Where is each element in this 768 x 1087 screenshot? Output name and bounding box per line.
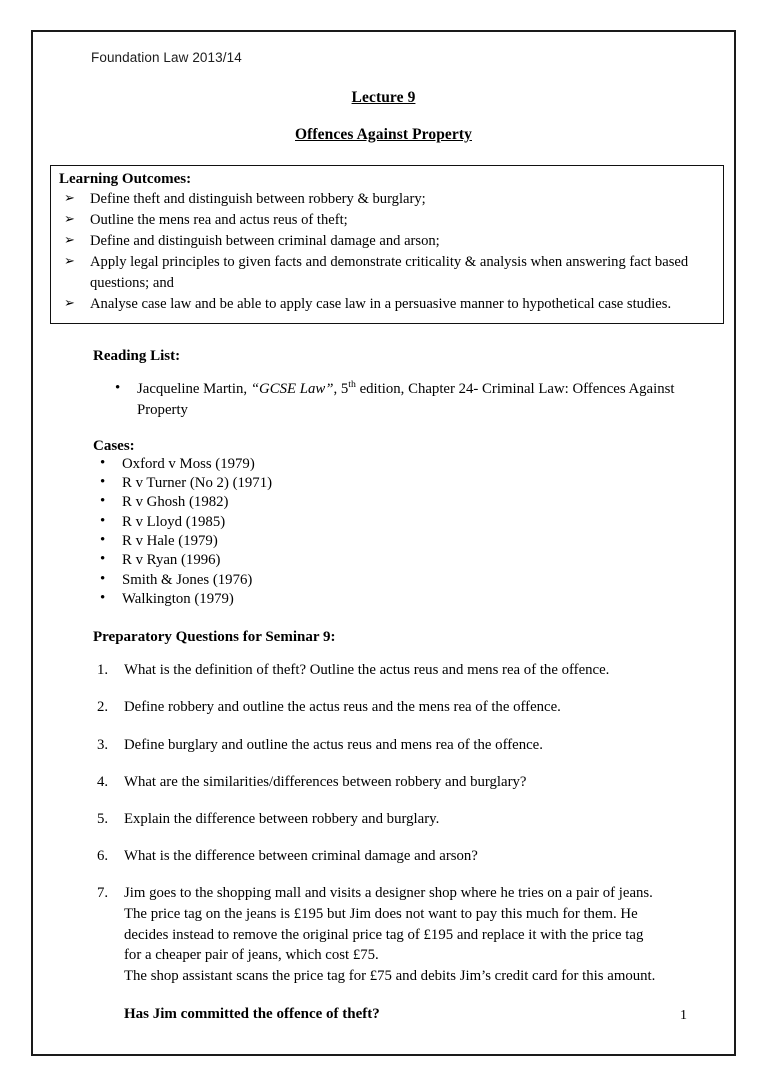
question-number: 6. <box>97 848 109 865</box>
reading-entry-edition-rest: edition, Chapter 24- Criminal Law: Offences Against Property <box>137 381 675 418</box>
case-citation: R v Ghosh (1982) <box>122 494 229 511</box>
running-header: Foundation Law 2013/14 <box>91 50 242 65</box>
cases-list <box>93 455 716 609</box>
list-item <box>93 846 714 867</box>
title-block <box>51 89 716 144</box>
topic-title: Offences Against Property <box>295 126 472 143</box>
learning-outcomes-box <box>50 165 724 324</box>
list-item <box>93 571 716 590</box>
case-citation: R v Turner (No 2) (1971) <box>122 475 273 492</box>
question-number: 2. <box>97 699 109 716</box>
question-text: Define burglary and outline the actus reus and mens rea of the offence. <box>124 736 543 753</box>
dot-bullet-icon: • <box>100 551 106 568</box>
list-item <box>93 660 714 681</box>
list-item <box>59 252 715 294</box>
dot-bullet-icon: • <box>100 589 106 606</box>
case-citation: Oxford v Moss (1979) <box>122 455 255 472</box>
reading-list <box>93 379 716 421</box>
dot-bullet-icon: • <box>100 474 106 491</box>
list-item <box>59 189 715 210</box>
arrow-bullet-icon: ➢ <box>64 190 75 205</box>
dot-bullet-icon: • <box>100 531 106 548</box>
lecture-title: Lecture 9 <box>351 89 416 106</box>
dot-bullet-icon: • <box>100 570 106 587</box>
preparatory-questions-list <box>93 660 716 1025</box>
case-citation: R v Ryan (1996) <box>122 552 221 569</box>
reading-entry-author: Jacqueline Martin <box>137 381 244 397</box>
case-citation: R v Hale (1979) <box>122 532 218 549</box>
question-number: 3. <box>97 736 109 753</box>
learning-outcome-text: Apply legal principles to given facts and demonstrate criticality & analysis when answering fact based questions; and <box>90 254 689 291</box>
list-item <box>59 210 715 231</box>
list-item <box>93 455 716 474</box>
question-text: Explain the difference between robbery and burglary. <box>124 810 440 827</box>
question-text: What are the similarities/differences between robbery and burglary? <box>124 773 527 790</box>
list-item <box>93 883 714 1025</box>
question-number: 5. <box>97 810 109 827</box>
case-citation: R v Lloyd (1985) <box>122 513 226 530</box>
learning-outcome-text: Define theft and distinguish between robbery & burglary; <box>90 191 426 207</box>
document-body <box>93 348 716 1025</box>
learning-outcome-text: Define and distinguish between criminal damage and arson; <box>90 233 440 249</box>
learning-outcomes-heading: Learning Outcomes: <box>59 171 192 187</box>
arrow-bullet-icon: ➢ <box>64 295 75 310</box>
question-text: for a cheaper pair of jeans, which cost £75. <box>124 947 379 964</box>
reading-entry-sep1: , <box>243 381 251 397</box>
question-text: What is the difference between criminal damage and arson? <box>124 848 478 865</box>
case-citation: Walkington (1979) <box>122 590 234 607</box>
list-item <box>93 590 716 609</box>
question-text: Jim goes to the shopping mall and visits a designer shop where he tries on a pair of jeans. <box>124 885 653 902</box>
question-text: decides instead to remove the original price tag of £195 and replace it with the price tag <box>124 926 644 943</box>
learning-outcomes-list <box>59 189 715 315</box>
case-citation: Smith & Jones (1976) <box>122 571 253 588</box>
dot-bullet-icon: • <box>100 493 106 510</box>
reading-entry-edition-number: 5 <box>340 381 349 397</box>
dot-bullet-icon: • <box>100 512 106 529</box>
list-item <box>93 379 697 421</box>
reading-entry-edition-suffix: th <box>348 379 356 391</box>
question-text: What is the definition of theft? Outline the actus reus and mens rea of the offence. <box>124 662 610 679</box>
arrow-bullet-icon: ➢ <box>64 211 75 226</box>
list-item <box>93 513 716 532</box>
arrow-bullet-icon: ➢ <box>64 253 75 268</box>
list-item <box>93 735 714 756</box>
question-bold-prompt: Has Jim committed the offence of theft? <box>124 1005 380 1022</box>
page-number: 1 <box>680 1008 687 1023</box>
reading-list-heading: Reading List: <box>93 348 181 364</box>
question-text: The price tag on the jeans is £195 but Jim does not want to pay this much for them. He <box>124 906 638 923</box>
question-number: 1. <box>97 662 109 679</box>
dot-bullet-icon: • <box>100 454 106 471</box>
list-item <box>93 493 716 512</box>
list-item <box>59 294 715 315</box>
question-number: 4. <box>97 773 109 790</box>
list-item <box>93 474 716 493</box>
reading-entry-book-title: “GCSE Law” <box>250 381 334 397</box>
list-item <box>93 551 716 570</box>
list-item <box>93 532 716 551</box>
question-number: 7. <box>97 885 109 902</box>
question-text: The shop assistant scans the price tag for £75 and debits Jim’s credit card for this amount. <box>124 968 656 985</box>
arrow-bullet-icon: ➢ <box>64 232 75 247</box>
learning-outcome-text: Analyse case law and be able to apply case law in a persuasive manner to hypothetical case studies. <box>90 296 672 312</box>
list-item <box>59 231 715 252</box>
list-item <box>93 697 714 718</box>
reading-entry-sep2: , <box>333 381 341 397</box>
preparatory-questions-heading: Preparatory Questions for Seminar 9: <box>93 629 336 646</box>
dot-bullet-icon: • <box>115 380 121 396</box>
list-item <box>93 809 714 830</box>
list-item <box>93 772 714 793</box>
page-content-area <box>33 32 734 1054</box>
cases-heading: Cases: <box>93 437 135 454</box>
learning-outcome-text: Outline the mens rea and actus reus of theft; <box>90 212 348 228</box>
document-page <box>31 30 736 1056</box>
question-text: Define robbery and outline the actus reus and the mens rea of the offence. <box>124 699 561 716</box>
